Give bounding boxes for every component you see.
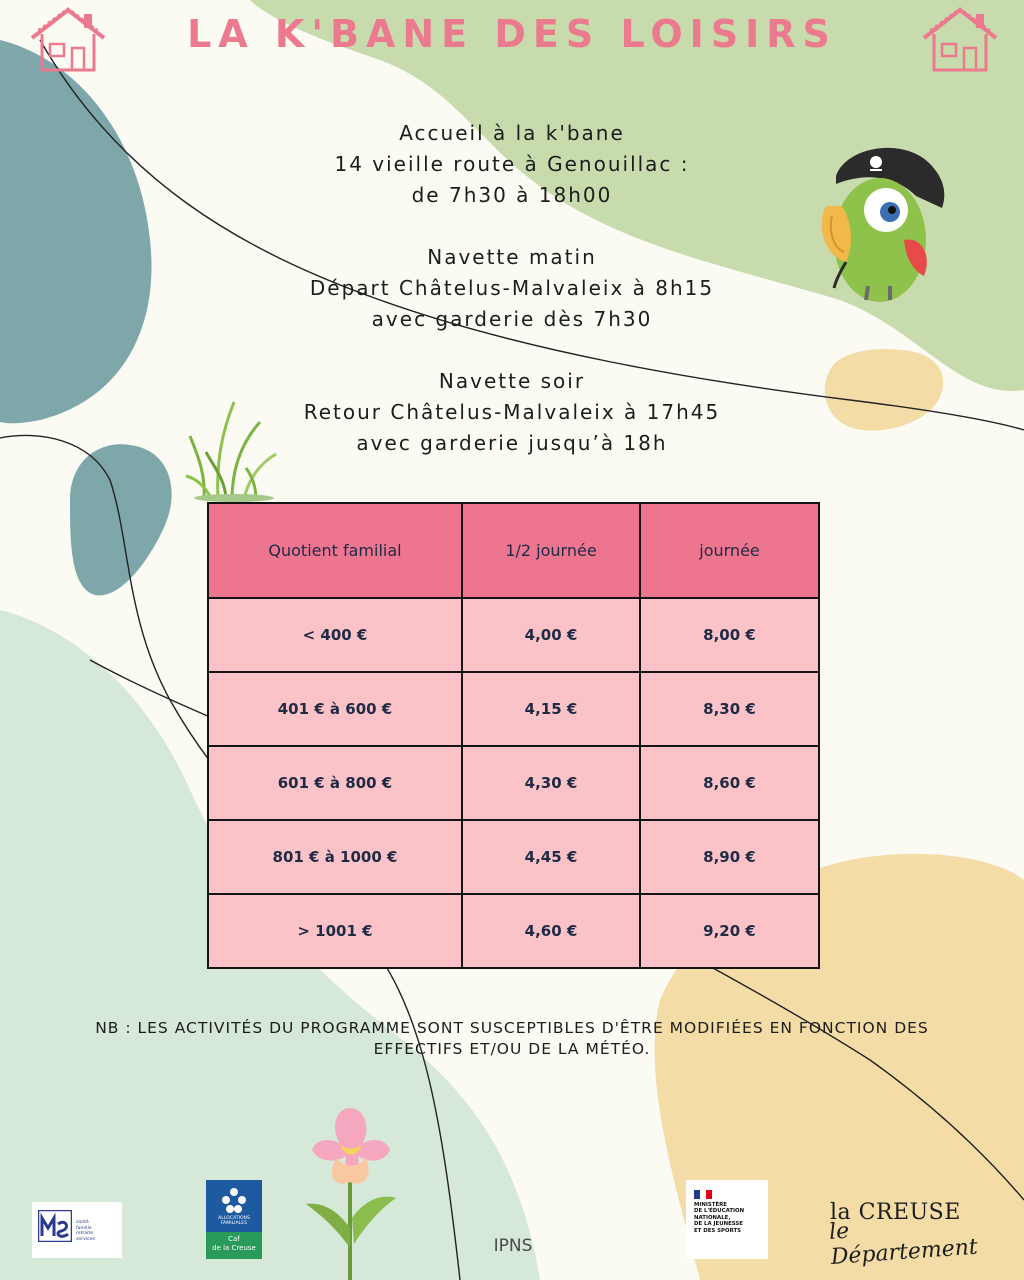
shuttle-morning-line: Navette matin <box>427 245 597 269</box>
msa-text: retraite <box>76 1231 94 1236</box>
shuttle-morning-info <box>212 242 812 335</box>
msa-logo <box>32 1202 122 1258</box>
ministry-text: MINISTÈRE <box>694 1202 727 1208</box>
quotient-cell: 801 € à 1000 € <box>208 820 462 894</box>
half-day-price-cell: 4,60 € <box>462 894 640 968</box>
day-price-cell: 8,00 € <box>640 598 819 672</box>
rates-table <box>207 502 820 969</box>
quotient-cell: 401 € à 600 € <box>208 672 462 746</box>
grass-illustration <box>186 392 280 502</box>
page-title: LA K'BANE DES LOISIRS <box>187 12 837 56</box>
iris-flower-illustration <box>296 1098 406 1280</box>
table-row <box>208 894 819 968</box>
caf-logo <box>206 1180 262 1259</box>
half-day-price-cell: 4,45 € <box>462 820 640 894</box>
caf-name: Caf <box>228 1235 240 1243</box>
table-row <box>208 672 819 746</box>
info-section <box>212 118 812 490</box>
msa-text: famille <box>76 1225 92 1231</box>
half-day-price-cell: 4,00 € <box>462 598 640 672</box>
ministry-text: DE LA JEUNESSE <box>694 1221 743 1228</box>
quotient-cell: > 1001 € <box>208 894 462 968</box>
table-row <box>208 598 819 672</box>
shuttle-morning-line: avec garderie dès 7h30 <box>371 307 653 331</box>
msa-text: services <box>76 1236 95 1242</box>
ministry-text: NATIONALE, <box>694 1214 731 1221</box>
day-price-cell: 9,20 € <box>640 894 819 968</box>
ipns-label: IPNS <box>493 1236 533 1256</box>
shuttle-evening-line: Retour Châtelus-Malvaleix à 17h45 <box>303 400 721 424</box>
reception-line: 14 vieille route à Genouillac : <box>334 152 690 176</box>
creuse-text: la CREUSE <box>830 1200 961 1225</box>
ministry-text: ET DES SPORTS <box>694 1227 742 1234</box>
sand-blob-right <box>825 349 943 431</box>
shuttle-evening-info <box>212 366 812 459</box>
shuttle-morning-line: Départ Châtelus-Malvaleix à 8h15 <box>309 276 715 300</box>
note-line: EFFECTIFS ET/OU DE LA MÉTÉO. <box>373 1040 651 1058</box>
day-price-cell: 8,30 € <box>640 672 819 746</box>
column-header-half-day: 1/2 journée <box>462 503 640 598</box>
table-header-row <box>208 503 819 598</box>
shuttle-evening-line: Navette soir <box>438 369 586 393</box>
half-day-price-cell: 4,15 € <box>462 672 640 746</box>
caf-region: de la Creuse <box>212 1244 256 1252</box>
ministry-logo <box>686 1180 768 1259</box>
day-price-cell: 8,90 € <box>640 820 819 894</box>
reception-info <box>212 118 812 211</box>
reception-line: de 7h30 à 18h00 <box>411 183 613 207</box>
column-header-day: journée <box>640 503 819 598</box>
ministry-text: DE L'ÉDUCATION <box>694 1208 745 1215</box>
department-text: le Département <box>828 1218 979 1270</box>
table-row <box>208 820 819 894</box>
caf-allocations-text: ALLOCATIONS FAMILIALES <box>218 1216 250 1226</box>
pirate-parrot-illustration <box>806 136 952 308</box>
column-header-quotient: Quotient familial <box>208 503 462 598</box>
teal-blob-left <box>0 40 152 423</box>
creuse-department-logo <box>826 1200 996 1270</box>
day-price-cell: 8,60 € <box>640 746 819 820</box>
quotient-cell: 601 € à 800 € <box>208 746 462 820</box>
note-line: NB : LES ACTIVITÉS DU PROGRAMME SONT SUSCEPTIBLES D'ÊTRE MODIFIÉES EN FONCTION DES <box>95 1019 929 1037</box>
reception-line: Accueil à la k'bane <box>399 121 625 145</box>
disclaimer-note <box>40 1018 984 1060</box>
teal-blob-mid <box>70 444 172 595</box>
quotient-cell: < 400 € <box>208 598 462 672</box>
shuttle-evening-line: avec garderie jusqu’à 18h <box>356 431 668 455</box>
msa-text: santé <box>76 1220 89 1225</box>
table-row <box>208 746 819 820</box>
half-day-price-cell: 4,30 € <box>462 746 640 820</box>
